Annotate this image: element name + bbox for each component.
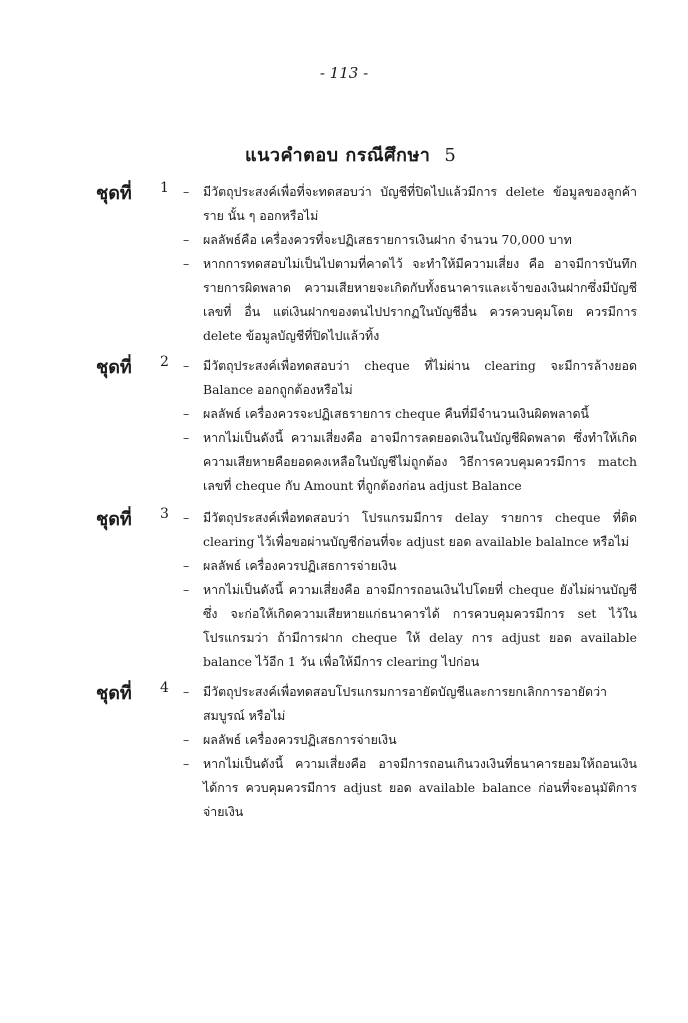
list-item — [0, 554, 688, 578]
item-text: มีวัตถุประสงค์เพื่อทดสอบโปรแกรมการอายัดบัญชีและการยกเลิกการอายัดว่า สมบูรณ์ หรือไม่ — [203, 684, 607, 723]
page-number: - 113 - — [319, 64, 369, 82]
dash-bullet: – — [183, 510, 190, 525]
list-item — [0, 180, 688, 228]
set-number: 2 — [160, 354, 169, 370]
section-heading — [245, 140, 456, 169]
dash-bullet: – — [183, 684, 190, 699]
answer-set-2 — [0, 354, 688, 498]
answer-set-1 — [0, 180, 688, 348]
list-item — [0, 402, 688, 426]
dash-bullet: – — [183, 756, 190, 771]
dash-bullet: – — [183, 732, 190, 747]
list-item — [0, 426, 688, 498]
item-text: ผลลัพธ์ เครื่องควรปฏิเสธการจ่ายเงิน — [203, 732, 397, 747]
dash-bullet: – — [183, 256, 190, 271]
list-item — [0, 752, 688, 824]
list-item — [0, 728, 688, 752]
set-label: ชุดที่ — [96, 183, 132, 204]
dash-bullet: – — [183, 184, 190, 199]
item-text: ผลลัพธ์ เครื่องควรปฏิเสธการจ่ายเงิน — [203, 558, 397, 573]
item-text: หากไม่เป็นดังนี้ ความเสี่ยงคือ อาจมีการถอนเกินวงเงินที่ธนาคารยอมให้ถอนเงินได้การ ควบคุมควรมีการ adjust ยอด available balance ก่อนที่จะอนุมัติการจ่ายเงิน — [203, 756, 637, 819]
list-item — [0, 680, 688, 728]
dash-bullet: – — [183, 358, 190, 373]
set-number: 4 — [160, 680, 169, 696]
dash-bullet: – — [183, 232, 190, 247]
item-text: มีวัตถุประสงค์เพื่อทดสอบว่า cheque ที่ไม่ผ่าน clearing จะมีการล้างยอด Balance ออกถูกต้องหรือไม่ — [203, 358, 637, 397]
list-item — [0, 354, 688, 402]
item-text: ผลลัพธ์ เครื่องควรจะปฏิเสธรายการ cheque คืนที่มีจำนวนเงินผิดพลาดนี้ — [203, 406, 590, 421]
list-item — [0, 252, 688, 348]
set-label: ชุดที่ — [96, 509, 132, 530]
list-item — [0, 578, 688, 674]
item-text: มีวัตถุประสงค์เพื่อทดสอบว่า โปรแกรมมีการ delay รายการ cheque ที่ติด clearing ไว้เพื่อขอผ่านบัญชีก่อนที่จะ adjust ยอด available balalnce หรือไม่ — [203, 510, 637, 549]
list-item — [0, 228, 688, 252]
dash-bullet: – — [183, 406, 190, 421]
item-text: ผลลัพธ์คือ เครื่องควรที่จะปฏิเสธรายการเงินฝาก จำนวน 70,000 บาท — [203, 232, 572, 247]
set-label: ชุดที่ — [96, 683, 132, 704]
dash-bullet: – — [183, 430, 190, 445]
list-item — [0, 506, 688, 554]
dash-bullet: – — [183, 582, 190, 597]
item-text: มีวัตถุประสงค์เพื่อที่จะทดสอบว่า บัญชีที่ปิดไปแล้วมีการ delete ข้อมูลของลูกค้าราย นั้น ๆ ออกหรือไม่ — [203, 184, 637, 223]
dash-bullet: – — [183, 558, 190, 573]
set-number: 3 — [160, 506, 169, 522]
item-text: หากการทดสอบไม่เป็นไปตามที่คาดไว้ จะทำให้มีความเสี่ยง คือ อาจมีการบันทึก รายการผิดพลาด ความเสียหายจะเกิดกับทั้งธนาคารและเจ้าของเงินฝากซึ่งมีบัญชีเลขที่ อื่น แต่เงินฝากของตนไปปรากฏในบัญชีอื่น ควรควบคุมโดย ควรมีการ delete ข้อมูลบัญชีที่ปิดไปแล้วทิ้ง — [203, 256, 637, 343]
heading-title: แนวคำตอบ กรณีศึกษา — [245, 145, 431, 166]
heading-number: 5 — [444, 145, 457, 166]
answer-set-4 — [0, 680, 688, 824]
item-text: หากไม่เป็นดังนี้ ความเสี่ยงคือ อาจมีการถอนเงินไปโดยที่ cheque ยังไม่ผ่านบัญชี ซึ่ง จะก่อให้เกิดความเสียหายแก่ธนาคารได้ การควบคุมควรมีการ set ไว้ในโปรแกรมว่า ถ้ามีการฝาก cheque ให้ delay การ adjust ยอด available balance ไว้อีก 1 วัน เพื่อให้มีการ clearing ไปก่อน — [203, 582, 637, 669]
item-text: หากไม่เป็นดังนี้ ความเสี่ยงคือ อาจมีการลดยอดเงินในบัญชีผิดพลาด ซึ่งทำให้เกิด ความเสียหายคือยอดคงเหลือในบัญชีไม่ถูกต้อง วิธีการควบคุมควรมีการ match เลขที่ cheque กับ Amount ที่ถูกต้องก่อน adjust Balance — [203, 430, 637, 493]
set-label: ชุดที่ — [96, 357, 132, 378]
answer-set-3 — [0, 506, 688, 674]
set-number: 1 — [160, 180, 169, 196]
